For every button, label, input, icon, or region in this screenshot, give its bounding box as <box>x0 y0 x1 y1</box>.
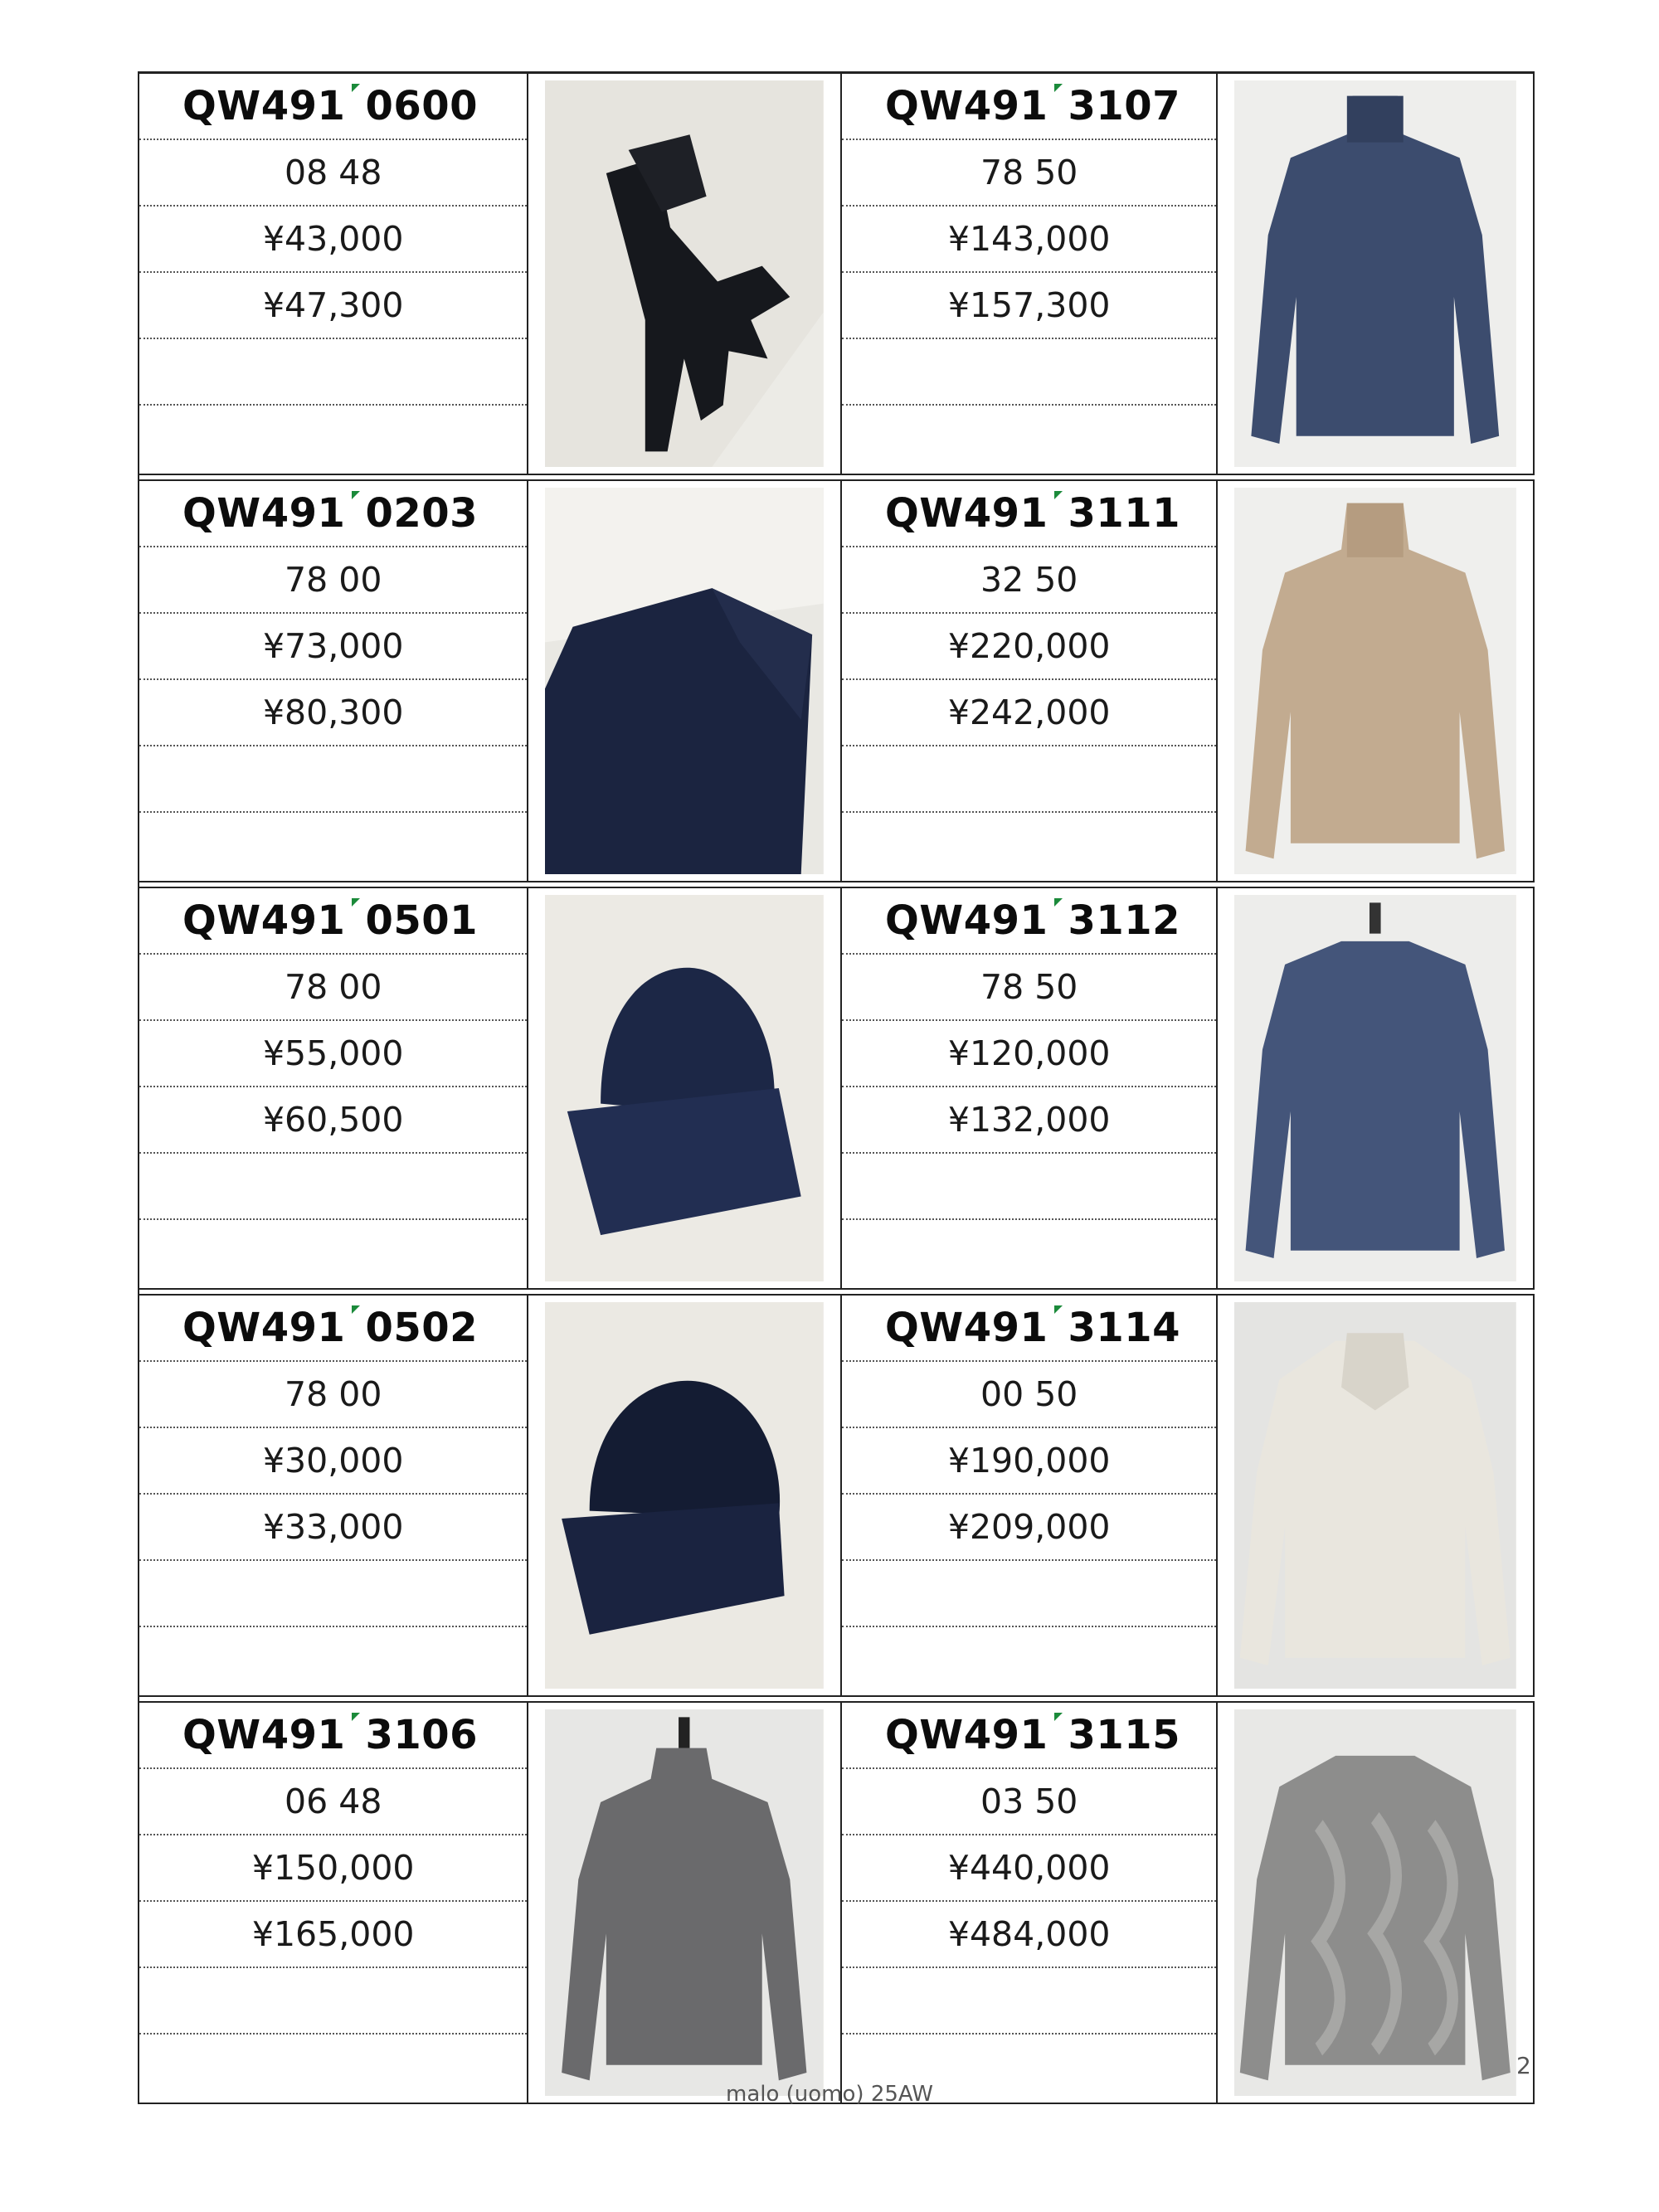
product-price: ¥150,000 <box>139 1835 527 1902</box>
navy-textured-beanie-photo <box>545 895 824 1281</box>
product-photo-cell <box>1218 1296 1535 1695</box>
product-code: QW491 3114 <box>842 1296 1216 1362</box>
blank-line <box>139 746 527 813</box>
product-variant: 08 48 <box>139 140 527 207</box>
product-price: ¥30,000 <box>139 1428 527 1495</box>
product-price: ¥190,000 <box>842 1428 1216 1495</box>
blank-line <box>842 1561 1216 1627</box>
navy-knit-scarf-photo <box>545 488 824 874</box>
product-price-tax: ¥165,000 <box>139 1902 527 1968</box>
product-code: QW491 0600 <box>139 74 527 140</box>
product-code: QW491 0501 <box>139 888 527 955</box>
product-photo-cell <box>528 74 842 474</box>
product-price: ¥43,000 <box>139 207 527 273</box>
product-sheet <box>138 71 1535 2104</box>
product-info <box>842 1296 1218 1695</box>
product-row <box>139 71 1535 475</box>
product-info <box>139 1296 528 1695</box>
product-price-tax: ¥242,000 <box>842 680 1216 746</box>
navy-crewneck-sweater-photo <box>1234 895 1516 1281</box>
product-variant: 06 48 <box>139 1769 527 1835</box>
flag-marker-icon <box>352 1713 360 1721</box>
product-price: ¥73,000 <box>139 614 527 680</box>
product-price-tax: ¥132,000 <box>842 1087 1216 1154</box>
product-row <box>139 887 1535 1290</box>
product-variant: 78 00 <box>139 547 527 614</box>
product-code: QW491 3115 <box>842 1703 1216 1769</box>
product-code: QW491 0502 <box>139 1296 527 1362</box>
product-price: ¥143,000 <box>842 207 1216 273</box>
flag-marker-icon <box>352 898 360 907</box>
product-info <box>842 888 1218 1288</box>
blank-line <box>842 406 1216 472</box>
blank-line <box>842 1627 1216 1694</box>
product-info <box>842 1703 1218 2103</box>
product-variant: 78 00 <box>139 1362 527 1428</box>
product-info <box>139 888 528 1288</box>
product-code: QW491 3106 <box>139 1703 527 1769</box>
product-photo-cell <box>1218 1703 1535 2103</box>
product-variant: 78 50 <box>842 140 1216 207</box>
product-price: ¥220,000 <box>842 614 1216 680</box>
blank-line <box>139 1627 527 1694</box>
blank-line <box>842 1968 1216 2035</box>
flag-marker-icon <box>1054 1713 1063 1721</box>
blank-line <box>139 1220 527 1286</box>
product-photo-cell <box>1218 74 1535 474</box>
product-price-tax: ¥80,300 <box>139 680 527 746</box>
grey-turtleneck-sweater-photo <box>545 1709 824 2096</box>
product-price: ¥120,000 <box>842 1021 1216 1087</box>
blank-line <box>842 813 1216 879</box>
product-info <box>139 1703 528 2103</box>
product-price-tax: ¥209,000 <box>842 1495 1216 1561</box>
product-price: ¥55,000 <box>139 1021 527 1087</box>
product-price-tax: ¥33,000 <box>139 1495 527 1561</box>
product-info <box>842 481 1218 881</box>
beige-turtleneck-sweater-photo <box>1234 488 1516 874</box>
product-price-tax: ¥60,500 <box>139 1087 527 1154</box>
flag-marker-icon <box>352 84 360 92</box>
blank-line <box>139 813 527 879</box>
flag-marker-icon <box>1054 1305 1063 1314</box>
product-code: QW491 3107 <box>842 74 1216 140</box>
product-row <box>139 1294 1535 1697</box>
blank-line <box>842 1154 1216 1220</box>
blank-line <box>139 339 527 406</box>
product-info <box>139 481 528 881</box>
footer-caption: malo (uomo) 25AW <box>726 2082 933 2107</box>
product-photo-cell <box>528 1703 842 2103</box>
product-row <box>139 479 1535 882</box>
blank-line <box>139 1968 527 2035</box>
navy-ribbed-beanie-photo <box>545 1302 824 1689</box>
navy-turtleneck-sweater-photo <box>1234 80 1516 467</box>
product-variant: 00 50 <box>842 1362 1216 1428</box>
ivory-hooded-sweater-photo <box>1234 1302 1516 1689</box>
product-price-tax: ¥47,300 <box>139 273 527 339</box>
product-photo-cell <box>528 1296 842 1695</box>
blank-line <box>842 1220 1216 1286</box>
product-variant: 03 50 <box>842 1769 1216 1835</box>
flag-marker-icon <box>352 1305 360 1314</box>
product-photo-cell <box>1218 481 1535 881</box>
product-variant: 78 50 <box>842 955 1216 1021</box>
product-photo-cell <box>528 888 842 1288</box>
blank-line <box>139 406 527 472</box>
blank-line <box>842 746 1216 813</box>
blank-line <box>139 1561 527 1627</box>
black-gloves-photo <box>545 80 824 467</box>
page-number: 2 <box>1516 2052 1531 2079</box>
flag-marker-icon <box>1054 84 1063 92</box>
blank-line <box>139 1154 527 1220</box>
product-price-tax: ¥484,000 <box>842 1902 1216 1968</box>
grey-cable-knit-sweater-photo <box>1234 1709 1516 2096</box>
product-photo-cell <box>528 481 842 881</box>
product-price: ¥440,000 <box>842 1835 1216 1902</box>
product-price-tax: ¥157,300 <box>842 273 1216 339</box>
product-code: QW491 0203 <box>139 481 527 547</box>
product-photo-cell <box>1218 888 1535 1288</box>
product-info <box>842 74 1218 474</box>
flag-marker-icon <box>1054 491 1063 499</box>
product-info <box>139 74 528 474</box>
product-code: QW491 3112 <box>842 888 1216 955</box>
product-variant: 78 00 <box>139 955 527 1021</box>
blank-line <box>842 339 1216 406</box>
flag-marker-icon <box>352 491 360 499</box>
product-variant: 32 50 <box>842 547 1216 614</box>
flag-marker-icon <box>1054 898 1063 907</box>
product-code: QW491 3111 <box>842 481 1216 547</box>
product-row <box>139 1701 1535 2104</box>
